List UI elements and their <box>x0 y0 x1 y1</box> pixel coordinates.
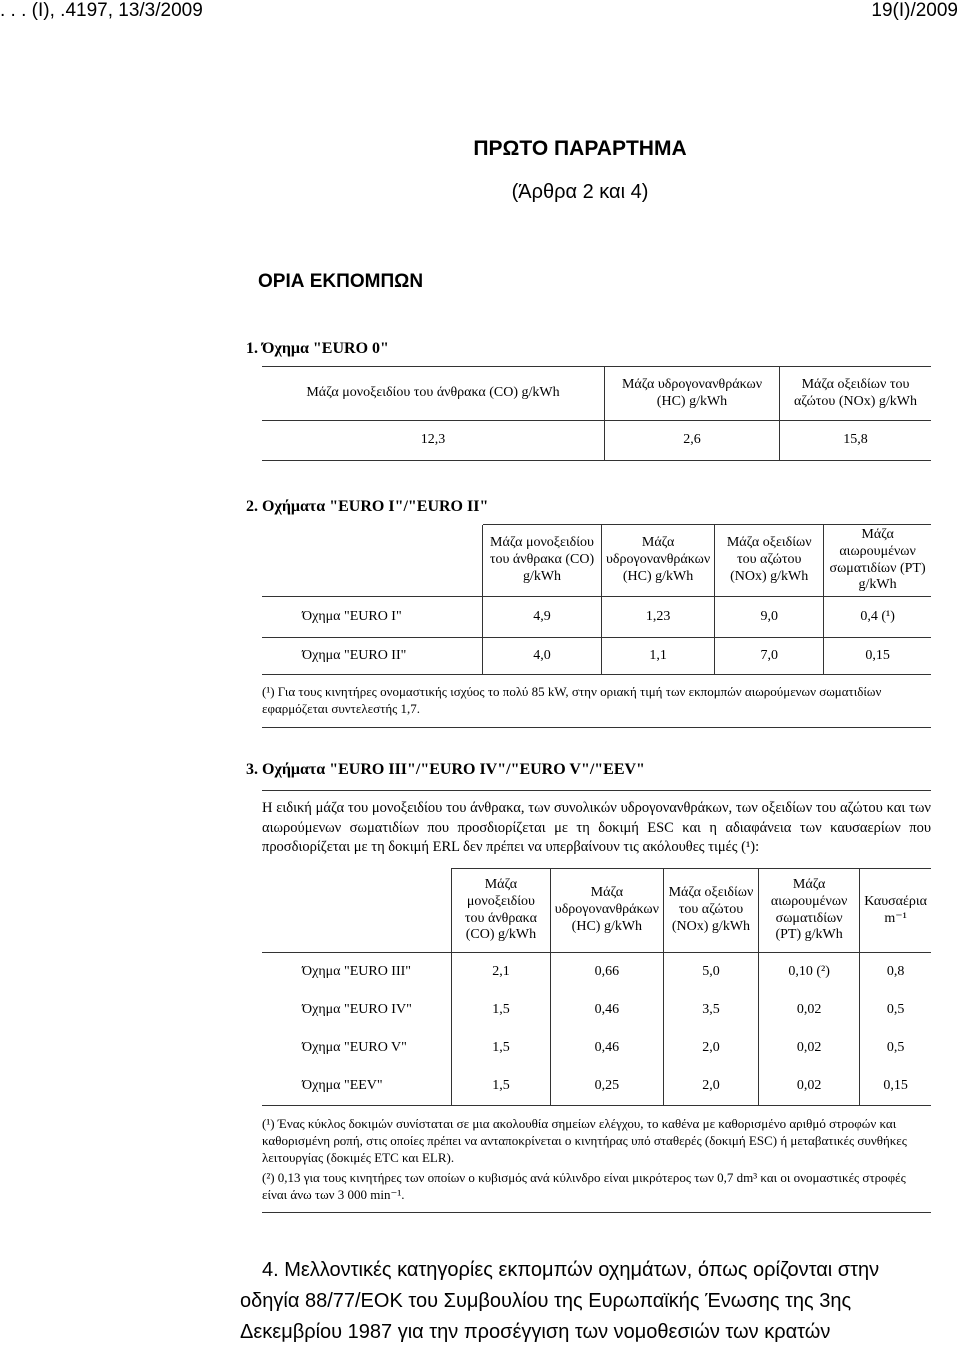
cell-smoke: 0,5 <box>860 992 931 1030</box>
cell-nox: 9,0 <box>715 597 824 638</box>
paragraph-4-line-3: Δεκεμβρίου 1987 για την προσέγγιση των νομοθεσιών των κρατών <box>240 1321 831 1343</box>
header-empty <box>262 869 452 953</box>
cell-co: 1,5 <box>452 992 551 1030</box>
cell-nox: 5,0 <box>663 953 758 992</box>
row-label: Όχημα "EURO II" <box>262 638 483 675</box>
divider <box>262 727 931 728</box>
cell-nox: 2,0 <box>663 1068 758 1106</box>
cell-co: 1,5 <box>452 1030 551 1068</box>
row-label: Όχημα "EURO I" <box>262 597 483 638</box>
header-hc: Μάζα υδρογονανθράκων (HC) g/kWh <box>602 525 715 597</box>
annex-subtitle: (Άρθρα 2 και 4) <box>511 181 649 203</box>
paragraph-4 <box>240 1255 940 1348</box>
header-smoke: Καυσαέρια m⁻¹ <box>860 869 931 953</box>
section-3-title: 3. Οχήματα "EURO III"/"EURO IV"/"EURO V"/"EEV" <box>246 761 645 778</box>
paragraph-4-line-2: οδηγία 88/77/ΕΟΚ του Συμβουλίου της Ευρωπαϊκής Ένωσης της 3ης <box>240 1290 852 1312</box>
section-2-title: 2. Οχήματα "EURO I"/"EURO II" <box>246 498 489 515</box>
header-hc: Μάζα υδρογονανθράκων (HC) g/kWh <box>550 869 663 953</box>
row-label: Όχημα "EURO IV" <box>302 1002 412 1018</box>
section-3-intro: Η ειδική μάζα του μονοξειδίου του άνθρακα, των συνολικών υδρογονανθράκων, των οξειδίων του αζώτου και των αιωρούμενων σωματιδίων που προσδιορίζεται με τη δοκιμή ESC και η αδιαφάνεια των καυσαερίων που προσδιορίζεται με τη δοκιμή ERL δεν πρέπει να υπερβαίνουν τις ακόλουθες τιμές (¹): <box>262 800 931 856</box>
law-number: 19(I)/2009 <box>871 0 958 21</box>
emission-limits-title: ΟΡΙΑ ΕΚΠΟΜΠΩΝ <box>258 271 424 292</box>
cell-pt: 0,02 <box>758 1068 859 1106</box>
cell-co: 4,0 <box>483 638 602 675</box>
cell-pt: 0,02 <box>758 992 859 1030</box>
section-3-footnote-2: (²) 0,13 για τους κινητήρες των οποίων ο κυβισμός ανά κύλινδρο είναι μικρότερος των 0,7 dm³ και οι ονομαστικές στροφές είναι άνω των 3 000 min⁻¹. <box>262 1170 906 1202</box>
cell-nox: 7,0 <box>715 638 824 675</box>
cell-hc: 0,46 <box>550 992 663 1030</box>
cell-smoke: 0,8 <box>860 953 931 992</box>
row-label: Όχημα "EURO III" <box>302 963 412 979</box>
header-co: Μάζα μονοξειδίου του άνθρακα (CO) g/kWh <box>452 869 551 953</box>
value-co: 12,3 <box>262 421 605 461</box>
header-pt: Μάζα αιωρουμένων σωματιδίων (PT) g/kWh <box>758 869 859 953</box>
header-nox: Μάζα οξειδίων του αζώτου (NOx) g/kWh <box>780 367 932 421</box>
euro3-eev-table <box>262 868 931 1106</box>
cell-co: 2,1 <box>452 953 551 992</box>
header-co: Μάζα μονοξειδίου του άνθρακα (CO) g/kWh <box>483 525 602 597</box>
cell-pt: 0,15 <box>824 638 931 675</box>
cell-pt: 0,4 (¹) <box>824 597 931 638</box>
euro0-table <box>262 366 931 461</box>
cell-co: 4,9 <box>483 597 602 638</box>
header-co: Μάζα μονοξειδίου του άνθρακα (CO) g/kWh <box>262 367 605 421</box>
cell-pt: 0,02 <box>758 1030 859 1068</box>
row-label: Όχημα "EEV" <box>262 1068 452 1106</box>
section-2-footnote: (¹) Για τους κινητήρες ονομαστικής ισχύος το πολύ 85 kW, στην οριακή τιμή των εκπομπών αιωρούμενων σωματιδίων εφαρμόζεται συντελεστής 1,7. <box>262 684 882 716</box>
value-hc: 2,6 <box>605 421 780 461</box>
header-hc: Μάζα υδρογονανθράκων (HC) g/kWh <box>605 367 780 421</box>
row-label: Όχημα "EURO V" <box>302 1040 407 1056</box>
cell-nox: 3,5 <box>663 992 758 1030</box>
section-1-title: 1. Όχημα "EURO 0" <box>246 340 389 357</box>
header-empty <box>262 525 483 597</box>
section-3-footnote-1: (¹) Ένας κύκλος δοκιμών συνίσταται σε μια ακολουθία σημείων ελέγχου, το καθένα με καθορισμένο αριθμό στροφών και καθορισμένη ροπή, στις οποίες πρέπει να ανταποκρίνεται ο κινητήρας υπό σταθερές (δοκιμή ESC) ή μεταβατικές συνθήκες λειτουργίας (δοκιμές ETC και ELR). <box>262 1116 907 1165</box>
value-nox: 15,8 <box>780 421 932 461</box>
gazette-reference: . . . (I), .4197, 13/3/2009 <box>0 0 203 21</box>
annex-title: ΠΡΩΤΟ ΠΑΡΑΡΤΗΜΑ <box>473 137 687 160</box>
divider <box>262 1212 931 1213</box>
cell-co: 1,5 <box>452 1068 551 1106</box>
cell-smoke: 0,5 <box>860 1030 931 1068</box>
paragraph-4-line-1: 4. Μελλοντικές κατηγορίες εκπομπών οχημάτων, όπως ορίζονται στην <box>262 1259 880 1281</box>
cell-hc: 0,46 <box>550 1030 663 1068</box>
euro1-2-table <box>262 524 931 675</box>
cell-hc: 0,66 <box>550 953 663 992</box>
header-nox: Μάζα οξειδίων του αζώτου (NOx) g/kWh <box>715 525 824 597</box>
cell-smoke: 0,15 <box>860 1068 931 1106</box>
cell-pt: 0,10 (²) <box>758 953 859 992</box>
cell-nox: 2,0 <box>663 1030 758 1068</box>
cell-hc: 1,1 <box>602 638 715 675</box>
divider <box>262 790 931 791</box>
header-pt: Μάζα αιωρουμένων σωματιδίων (PT) g/kWh <box>824 525 931 597</box>
cell-hc: 0,25 <box>550 1068 663 1106</box>
cell-hc: 1,23 <box>602 597 715 638</box>
header-nox: Μάζα οξειδίων του αζώτου (NOx) g/kWh <box>663 869 758 953</box>
